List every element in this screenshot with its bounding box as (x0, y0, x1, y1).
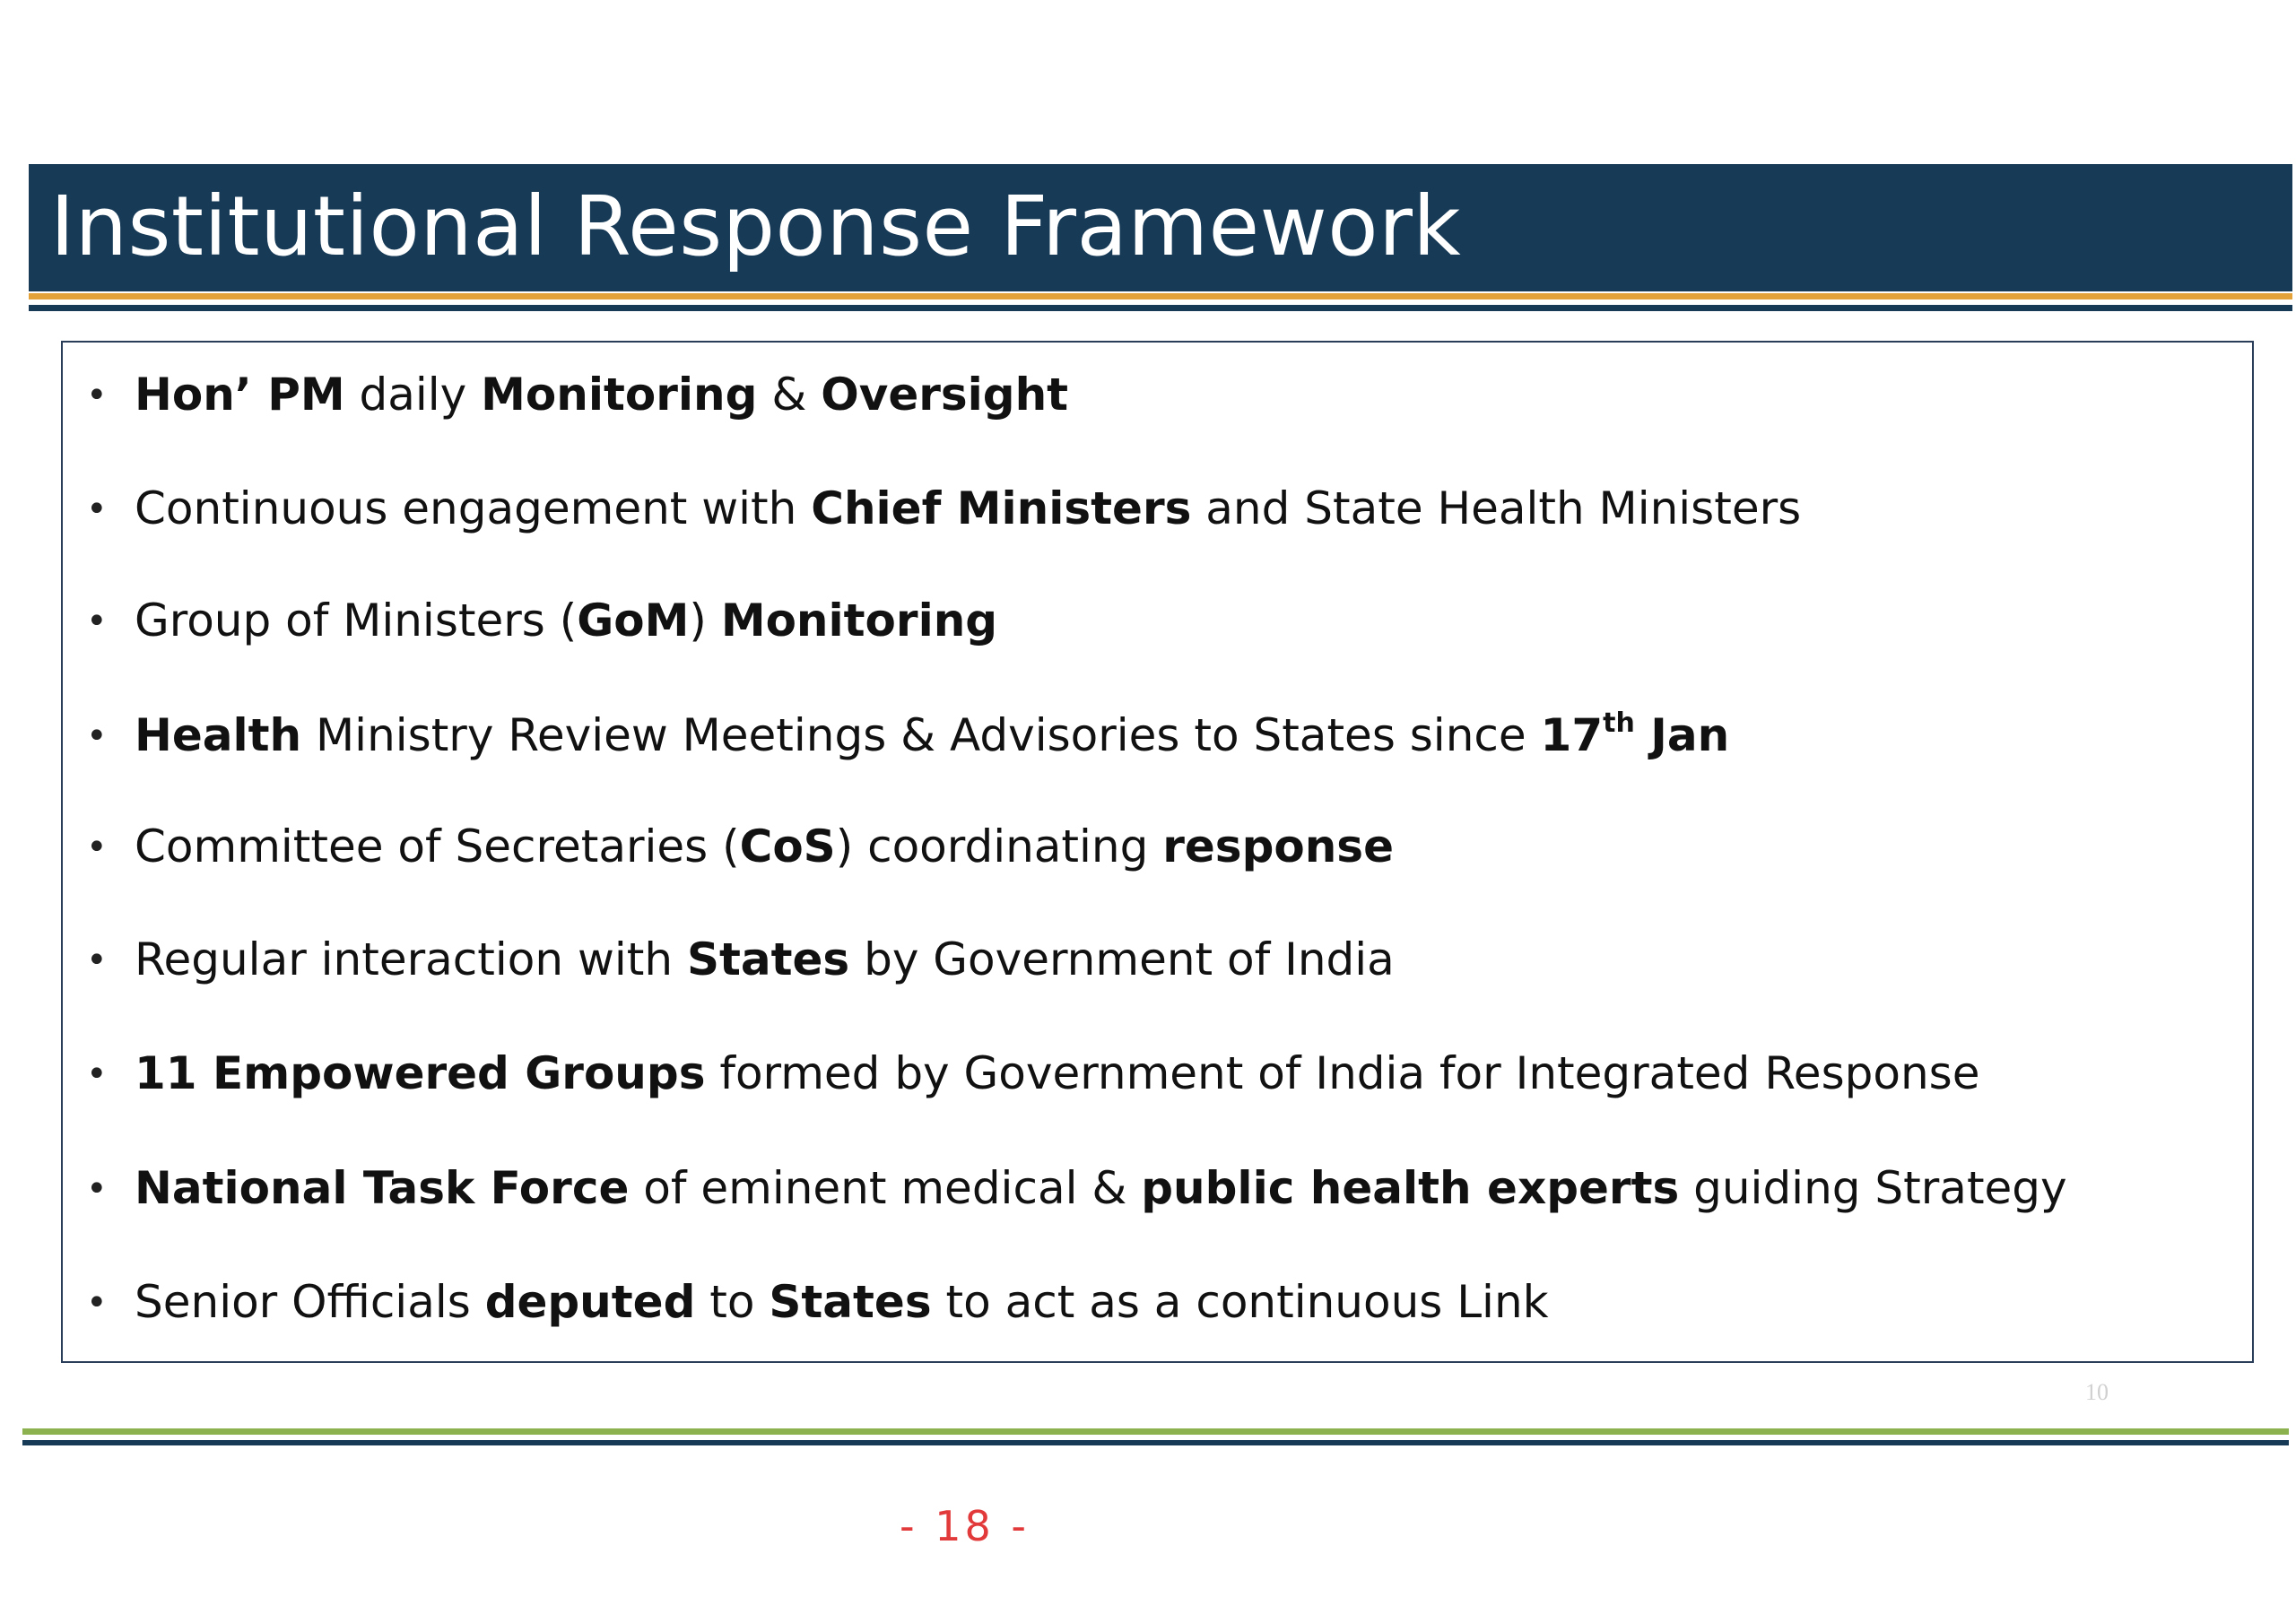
bullet-item (63, 811, 2215, 882)
footer-rule-navy (22, 1440, 2289, 1445)
bullet-dot: • (86, 940, 108, 981)
bullet-dot: • (86, 375, 108, 416)
bullet-dot: • (86, 1054, 108, 1095)
title-underline-navy (29, 305, 2292, 311)
bullet-item (63, 359, 2215, 430)
bullet-text: Committee of Secretaries (CoS) coordinating response (135, 820, 1394, 872)
bullet-item (63, 924, 2215, 995)
bullet-item (63, 473, 2215, 544)
bullet-text: Health Ministry Review Meetings & Advisories to States since 17th Jan (135, 707, 1730, 761)
title-underline-gold (29, 293, 2292, 299)
bullet-dot: • (86, 489, 108, 530)
bullet-item (63, 1266, 2215, 1338)
title-bar (29, 164, 2292, 291)
bullet-item (63, 1152, 2215, 1224)
handwritten-page-number: - 18 - (900, 1502, 1030, 1550)
bullet-text: Continuous engagement with Chief Ministers and State Health Ministers (135, 482, 1802, 534)
bullet-dot: • (86, 827, 108, 868)
bullet-dot: • (86, 716, 108, 757)
bullet-item (63, 699, 2215, 771)
bullet-text: National Task Force of eminent medical & public health experts guiding Strategy (135, 1162, 2067, 1214)
bullet-dot: • (86, 601, 108, 642)
bullet-text: 11 Empowered Groups formed by Government of India for Integrated Response (135, 1047, 1980, 1099)
bullet-text: Regular interaction with States by Government of India (135, 933, 1395, 985)
bullet-dot: • (86, 1282, 108, 1324)
bullet-text: Senior Officials deputed to States to act as a continuous Link (135, 1276, 1549, 1328)
bullet-text: Group of Ministers (GoM) Monitoring (135, 595, 998, 647)
bullet-item (63, 1037, 2215, 1109)
bullet-dot: • (86, 1168, 108, 1210)
slide-number: 10 (2085, 1379, 2109, 1405)
bullet-list-box (61, 341, 2254, 1363)
footer-rule-green (22, 1428, 2289, 1435)
slide-title: Institutional Response Framework (50, 178, 1462, 274)
bullet-text: Hon’ PM daily Monitoring & Oversight (135, 369, 1069, 421)
bullet-item (63, 585, 2215, 656)
